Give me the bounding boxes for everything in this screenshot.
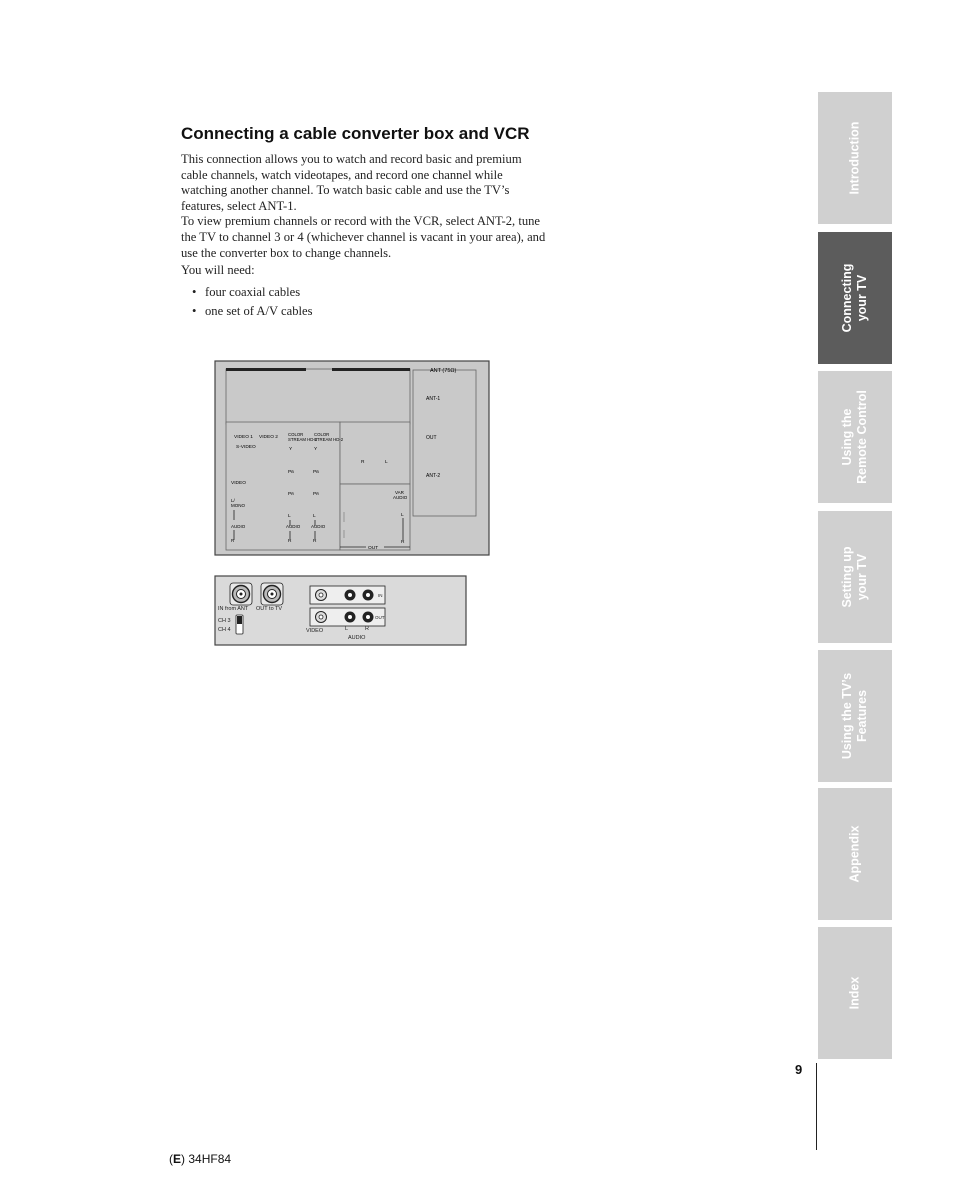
- vcr-out-label: OUT: [375, 615, 385, 620]
- page-number: 9: [795, 1062, 803, 1077]
- color-stream-1b: STREAM HD-2: [288, 437, 318, 442]
- ch4-label: CH 4: [218, 627, 231, 633]
- vcr-panel: [214, 575, 470, 649]
- l-label-mid: L: [385, 460, 388, 465]
- footer-model: (E) 34HF84: [169, 1152, 232, 1166]
- vcr-audio-label: AUDIO: [348, 635, 366, 641]
- y-label-2: Y: [314, 447, 318, 452]
- paragraph-premium: To view premium channels or record with the VCR, select ANT-2, tune the TV to channel 3 or 4 (whichever channel is vacant in your area), and use the converter box to change channels.: [181, 214, 546, 260]
- color-stream-2: COLOR: [314, 432, 330, 437]
- ant-title: ANT (75Ω): [430, 368, 457, 374]
- var-label: VAR: [395, 490, 404, 495]
- in-from-ant-label: IN from ANT: [218, 606, 249, 612]
- model-number: 34HF84: [188, 1152, 232, 1166]
- vcr-r-label: R: [365, 626, 369, 632]
- pb-label-2: Pʙ: [313, 470, 319, 475]
- y-label-1: Y: [289, 447, 293, 452]
- video1-label: VIDEO 1: [234, 435, 253, 440]
- page-heading: Connecting a cable converter box and VCR: [181, 124, 530, 143]
- paragraph-intro: This connection allows you to watch and record basic and premium cable channels, watch videotapes, and record one channel while watching another channel. To watch basic cable and use the TV’s features, select ANT-1.: [181, 152, 522, 213]
- video-label: VIDEO: [231, 481, 246, 486]
- coax-out-jack: [261, 583, 283, 605]
- ch3-label: CH 3: [218, 618, 231, 624]
- out-to-tv-label: OUT to TV: [256, 606, 283, 612]
- l-mono-label: L/: [231, 498, 235, 503]
- pb-label-1: Pʙ: [288, 470, 294, 475]
- ant1-label: ANT-1: [426, 396, 441, 402]
- channel-switch: [236, 615, 243, 634]
- body-text: [181, 152, 546, 321]
- mono-label: MONO: [231, 503, 245, 508]
- needs-list: [181, 283, 546, 321]
- audio-label-left: AUDIO: [231, 524, 246, 529]
- out-label: OUT: [426, 435, 437, 441]
- color-stream-2b: STREAM HD-2: [314, 437, 344, 442]
- vcr-in-label: IN: [378, 593, 383, 598]
- audio-label-c1: AUDIO: [286, 524, 301, 529]
- tv-panel: [214, 360, 494, 560]
- l-label-var: L: [401, 513, 404, 518]
- out-bottom-label: OUT: [368, 546, 379, 551]
- r-label-mid: R: [361, 460, 365, 465]
- tab-label: Using the TV’s Features: [840, 672, 869, 760]
- vcr-video-label: VIDEO: [306, 628, 324, 634]
- s-video-label: S-VIDEO: [236, 445, 256, 450]
- ant2-label: ANT-2: [426, 473, 441, 479]
- pr-label-1: Pʀ: [288, 492, 294, 497]
- l-label-c1: L: [288, 514, 291, 519]
- list-item: • four coaxial cables: [181, 283, 546, 302]
- tab-label: Setting up your TV: [840, 546, 869, 608]
- vertical-rule: [816, 1063, 817, 1150]
- paragraph-need: You will need:: [181, 263, 255, 278]
- list-item: • one set of A/V cables: [181, 302, 546, 321]
- model-letter: E: [173, 1152, 182, 1166]
- r-label-left: R: [231, 538, 235, 543]
- video2-label: VIDEO 2: [259, 435, 278, 440]
- audio-label-c2: AUDIO: [311, 524, 326, 529]
- tab-label: Appendix: [847, 825, 862, 883]
- tab-introduction[interactable]: [818, 92, 892, 224]
- tab-index[interactable]: [818, 927, 892, 1059]
- r-label-c1: R: [288, 539, 292, 544]
- tab-label: Index: [847, 976, 862, 1010]
- color-stream-1: COLOR: [288, 432, 304, 437]
- tab-label: Using the Remote Control: [840, 390, 869, 484]
- tab-label: Introduction: [847, 121, 862, 195]
- r-label-var: R: [401, 540, 405, 545]
- vcr-l-label: L: [345, 626, 349, 632]
- tab-label: Connecting your TV: [840, 263, 869, 333]
- tab-using-tv-features[interactable]: [818, 650, 892, 782]
- tab-appendix[interactable]: [818, 788, 892, 920]
- pr-label-2: Pʀ: [313, 492, 319, 497]
- tab-setting-up-your-tv[interactable]: [818, 511, 892, 643]
- coax-in-jack: [230, 583, 252, 605]
- r-label-c2: R: [313, 539, 317, 544]
- l-label-c2: L: [313, 514, 316, 519]
- tab-connecting-your-tv[interactable]: [818, 232, 892, 364]
- var-audio-label: AUDIO: [393, 495, 408, 500]
- tab-using-remote-control[interactable]: [818, 371, 892, 503]
